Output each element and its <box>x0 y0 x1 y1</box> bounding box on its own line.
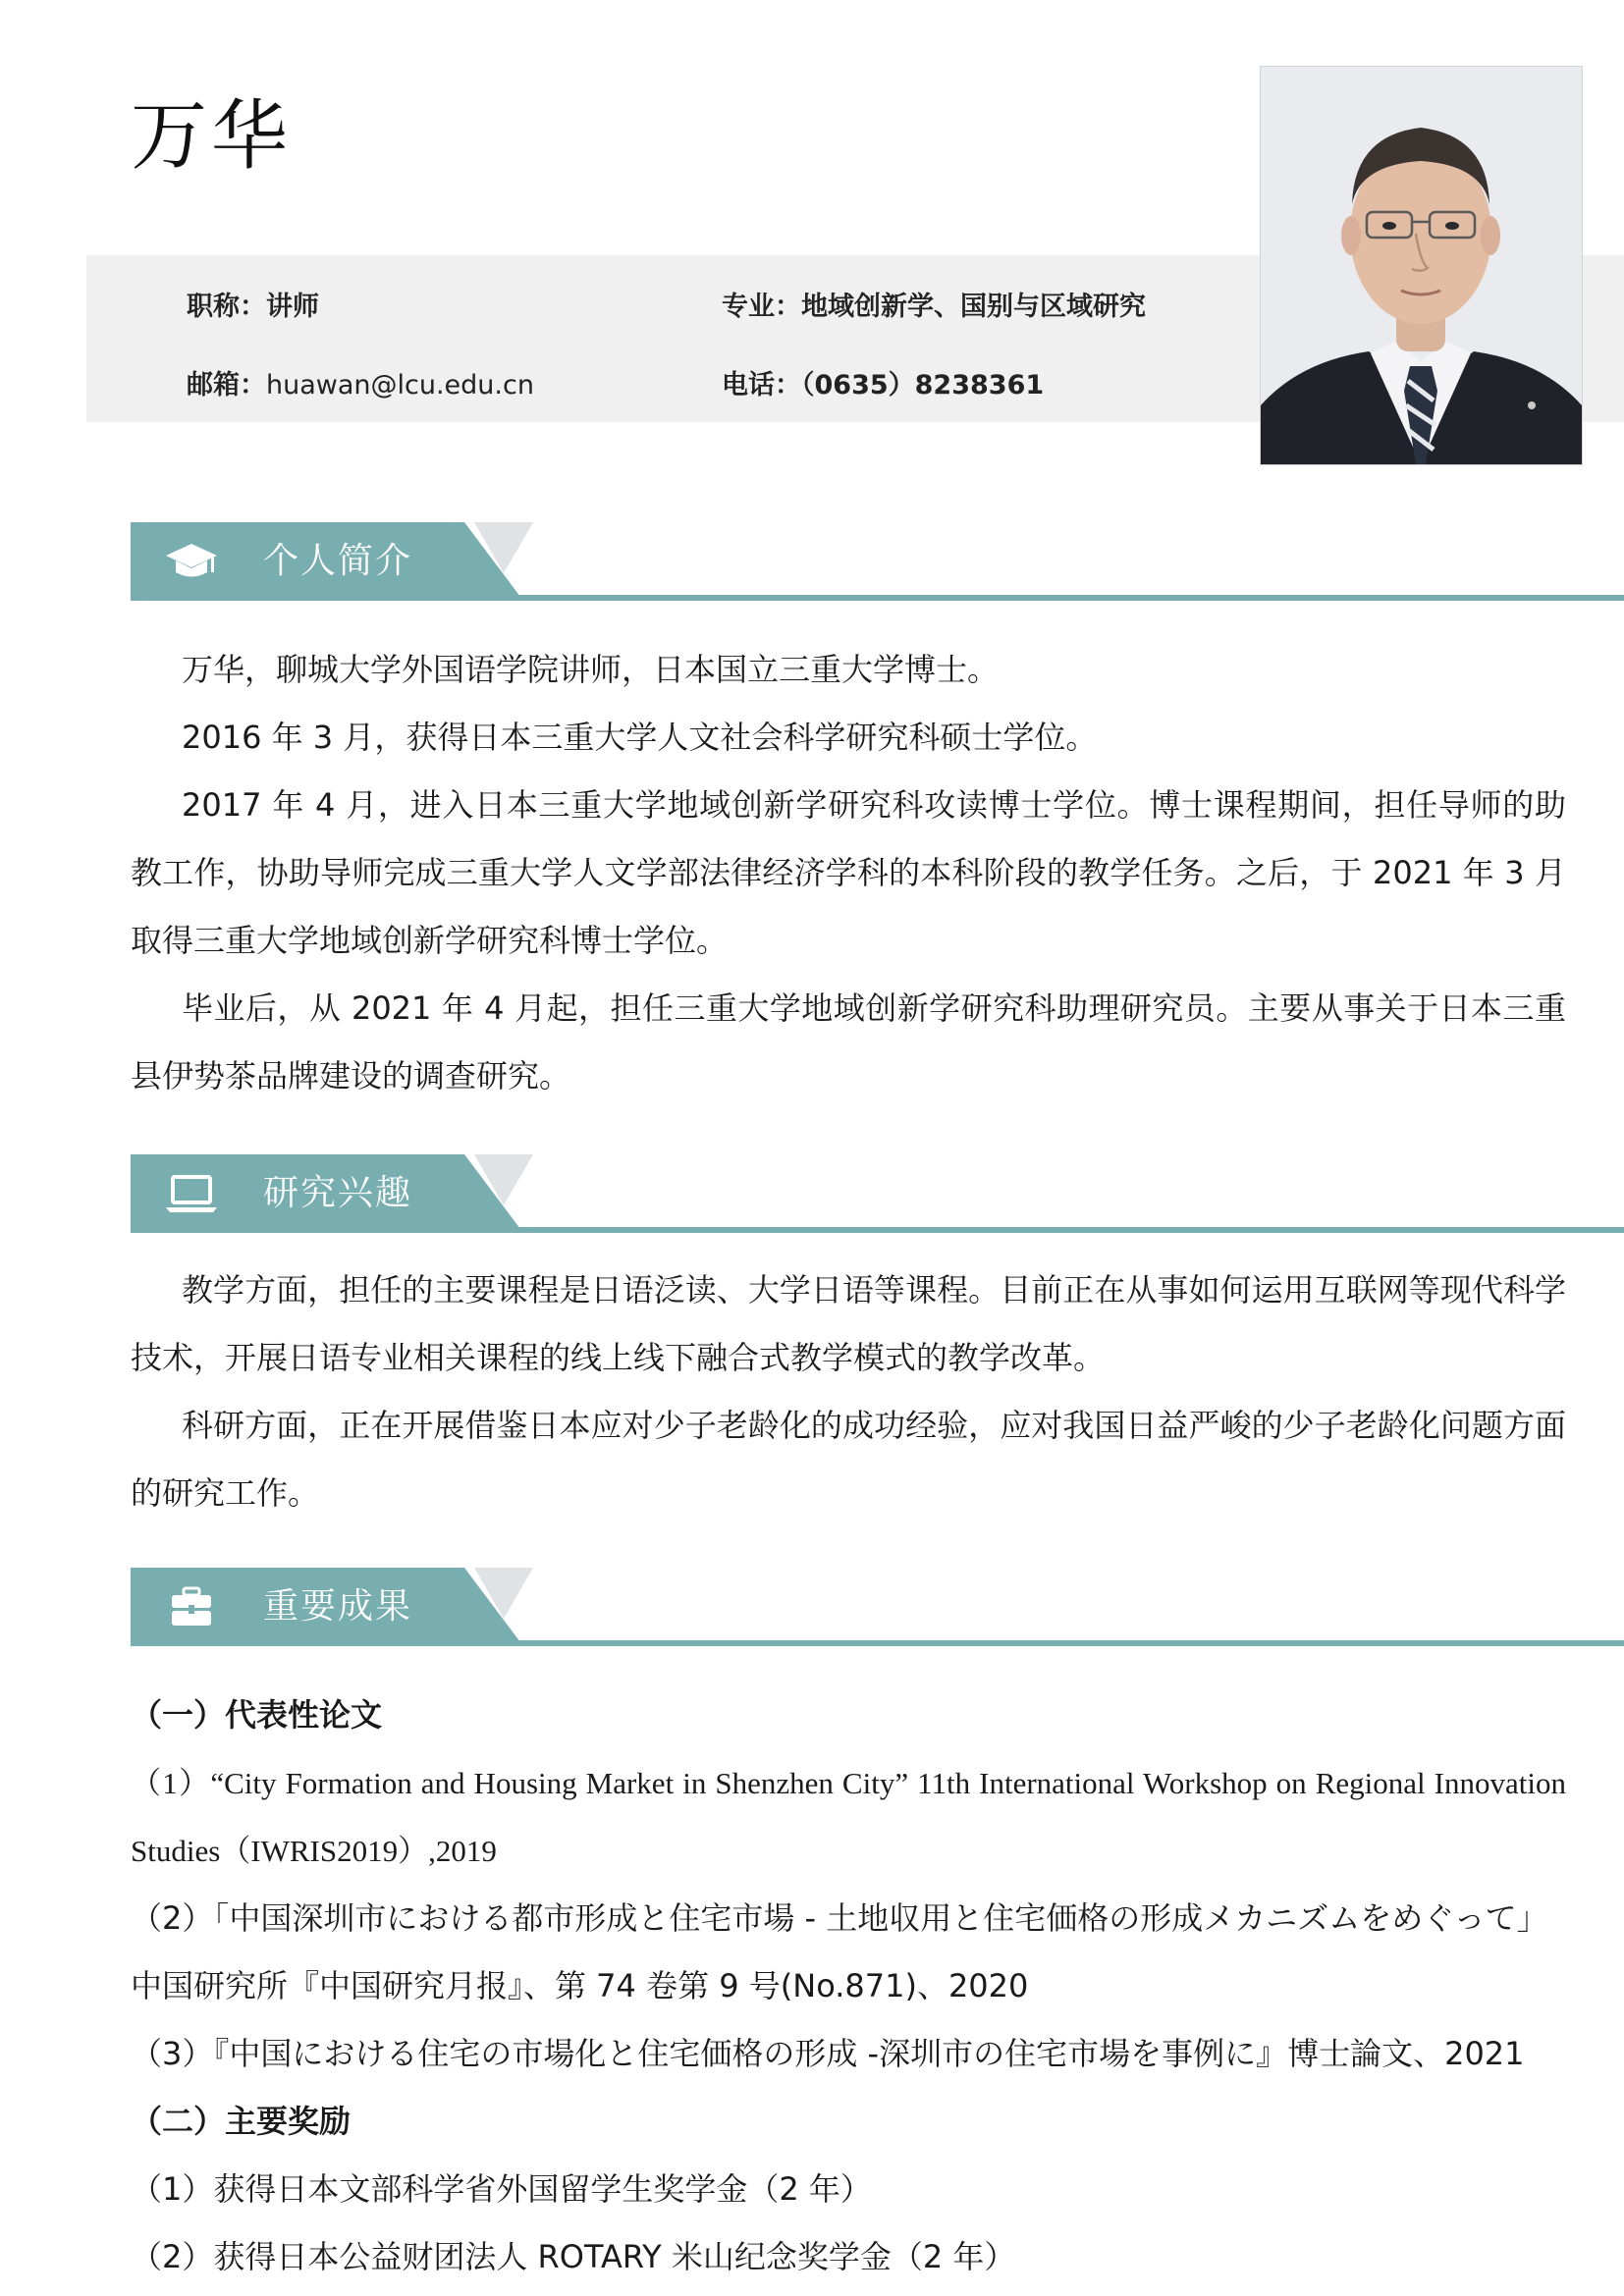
intro-paragraph: 毕业后，从 2021 年 4 月起，担任三重大学地域创新学研究科助理研究员。主要从事关于日本三重县伊势茶品牌建设的调查研究。 <box>131 989 1566 1095</box>
section-title-intro: 个人简介 <box>263 541 413 581</box>
title-field <box>187 285 319 323</box>
paper-entry: （3）『中国における住宅の市場化と住宅価格の形成 -深圳市の住宅市場を事例に』博士論文、2021 <box>131 2035 1525 2072</box>
person-name: 万华 <box>131 92 293 181</box>
section-header-achievements <box>131 1568 1624 1652</box>
research-paragraph: 教学方面，担任的主要课程是日语泛读、大学日语等课程。目前正在从事如何运用互联网等现代科学技术，开展日语专业相关课程的线上线下融合式教学模式的教学改革。 <box>131 1271 1566 1376</box>
briefcase-icon <box>164 1585 219 1629</box>
graduation-cap-icon <box>164 540 219 583</box>
papers-heading: （一）代表性论文 <box>131 1696 383 1734</box>
achievements-text <box>131 1682 1566 2291</box>
profile-photo <box>1260 66 1583 465</box>
title-label: 职称： <box>187 292 266 322</box>
section-triangle-decoration <box>474 522 533 573</box>
paper-entry: （2）｢中国深圳市における都市形成と住宅市場 - 土地収用と住宅価格の形成メカニズムをめぐって｣ 中国研究所『中国研究月报』、第 74 卷第 9 号(No.871)、2020 <box>131 1899 1533 2004</box>
intro-text <box>131 636 1566 1110</box>
major-value: 地域创新学、国别与区域研究 <box>801 292 1146 322</box>
section-divider-line <box>504 1227 1624 1233</box>
email-label: 邮箱： <box>187 370 266 400</box>
laptop-icon <box>164 1172 219 1215</box>
email-field <box>187 363 534 401</box>
title-value: 讲师 <box>266 292 319 322</box>
section-triangle-decoration <box>474 1568 533 1619</box>
major-label: 专业： <box>722 292 801 322</box>
phone-value: （0635）8238361 <box>801 370 1045 400</box>
section-header-research <box>131 1154 1624 1239</box>
awards-heading: （二）主要奖励 <box>131 2103 352 2140</box>
section-title-research: 研究兴趣 <box>263 1173 413 1213</box>
phone-label: 电话： <box>722 370 801 400</box>
award-entry: （2）获得日本公益财团法人 ROTARY 米山纪念奖学金（2 年） <box>131 2238 1016 2275</box>
research-paragraph: 科研方面，正在开展借鉴日本应对少子老龄化的成功经验，应对我国日益严峻的少子老龄化问题方面的研究工作。 <box>131 1407 1566 1512</box>
award-entry: （1）获得日本文部科学省外国留学生奖学金（2 年） <box>131 2170 872 2208</box>
section-title-achievements: 重要成果 <box>263 1586 413 1627</box>
portrait-illustration <box>1261 67 1582 464</box>
section-divider-line <box>504 1640 1624 1646</box>
phone-field <box>722 363 1044 401</box>
major-field <box>722 285 1146 323</box>
section-triangle-decoration <box>474 1154 533 1205</box>
section-header-intro <box>131 522 1624 607</box>
intro-paragraph: 2016 年 3 月，获得日本三重大学人文社会科学研究科硕士学位。 <box>182 719 1098 756</box>
email-value[interactable]: huawan@lcu.edu.cn <box>266 370 534 400</box>
section-divider-line <box>504 595 1624 601</box>
research-text <box>131 1256 1566 1527</box>
intro-paragraph: 2017 年 4 月，进入日本三重大学地域创新学研究科攻读博士学位。博士课程期间，担任导师的助教工作，协助导师完成三重大学人文学部法律经济学科的本科阶段的教学任务。之后，于 2021 年 3 月取得三重大学地域创新学研究科博士学位。 <box>131 786 1566 959</box>
intro-paragraph: 万华，聊城大学外国语学院讲师，日本国立三重大学博士。 <box>182 651 1000 688</box>
paper-entry: （1）“City Formation and Housing Market in Shenzhen City” 11th International Workshop on Regional Innovation Studies（IWRIS2019）,2019 <box>131 1766 1566 1868</box>
